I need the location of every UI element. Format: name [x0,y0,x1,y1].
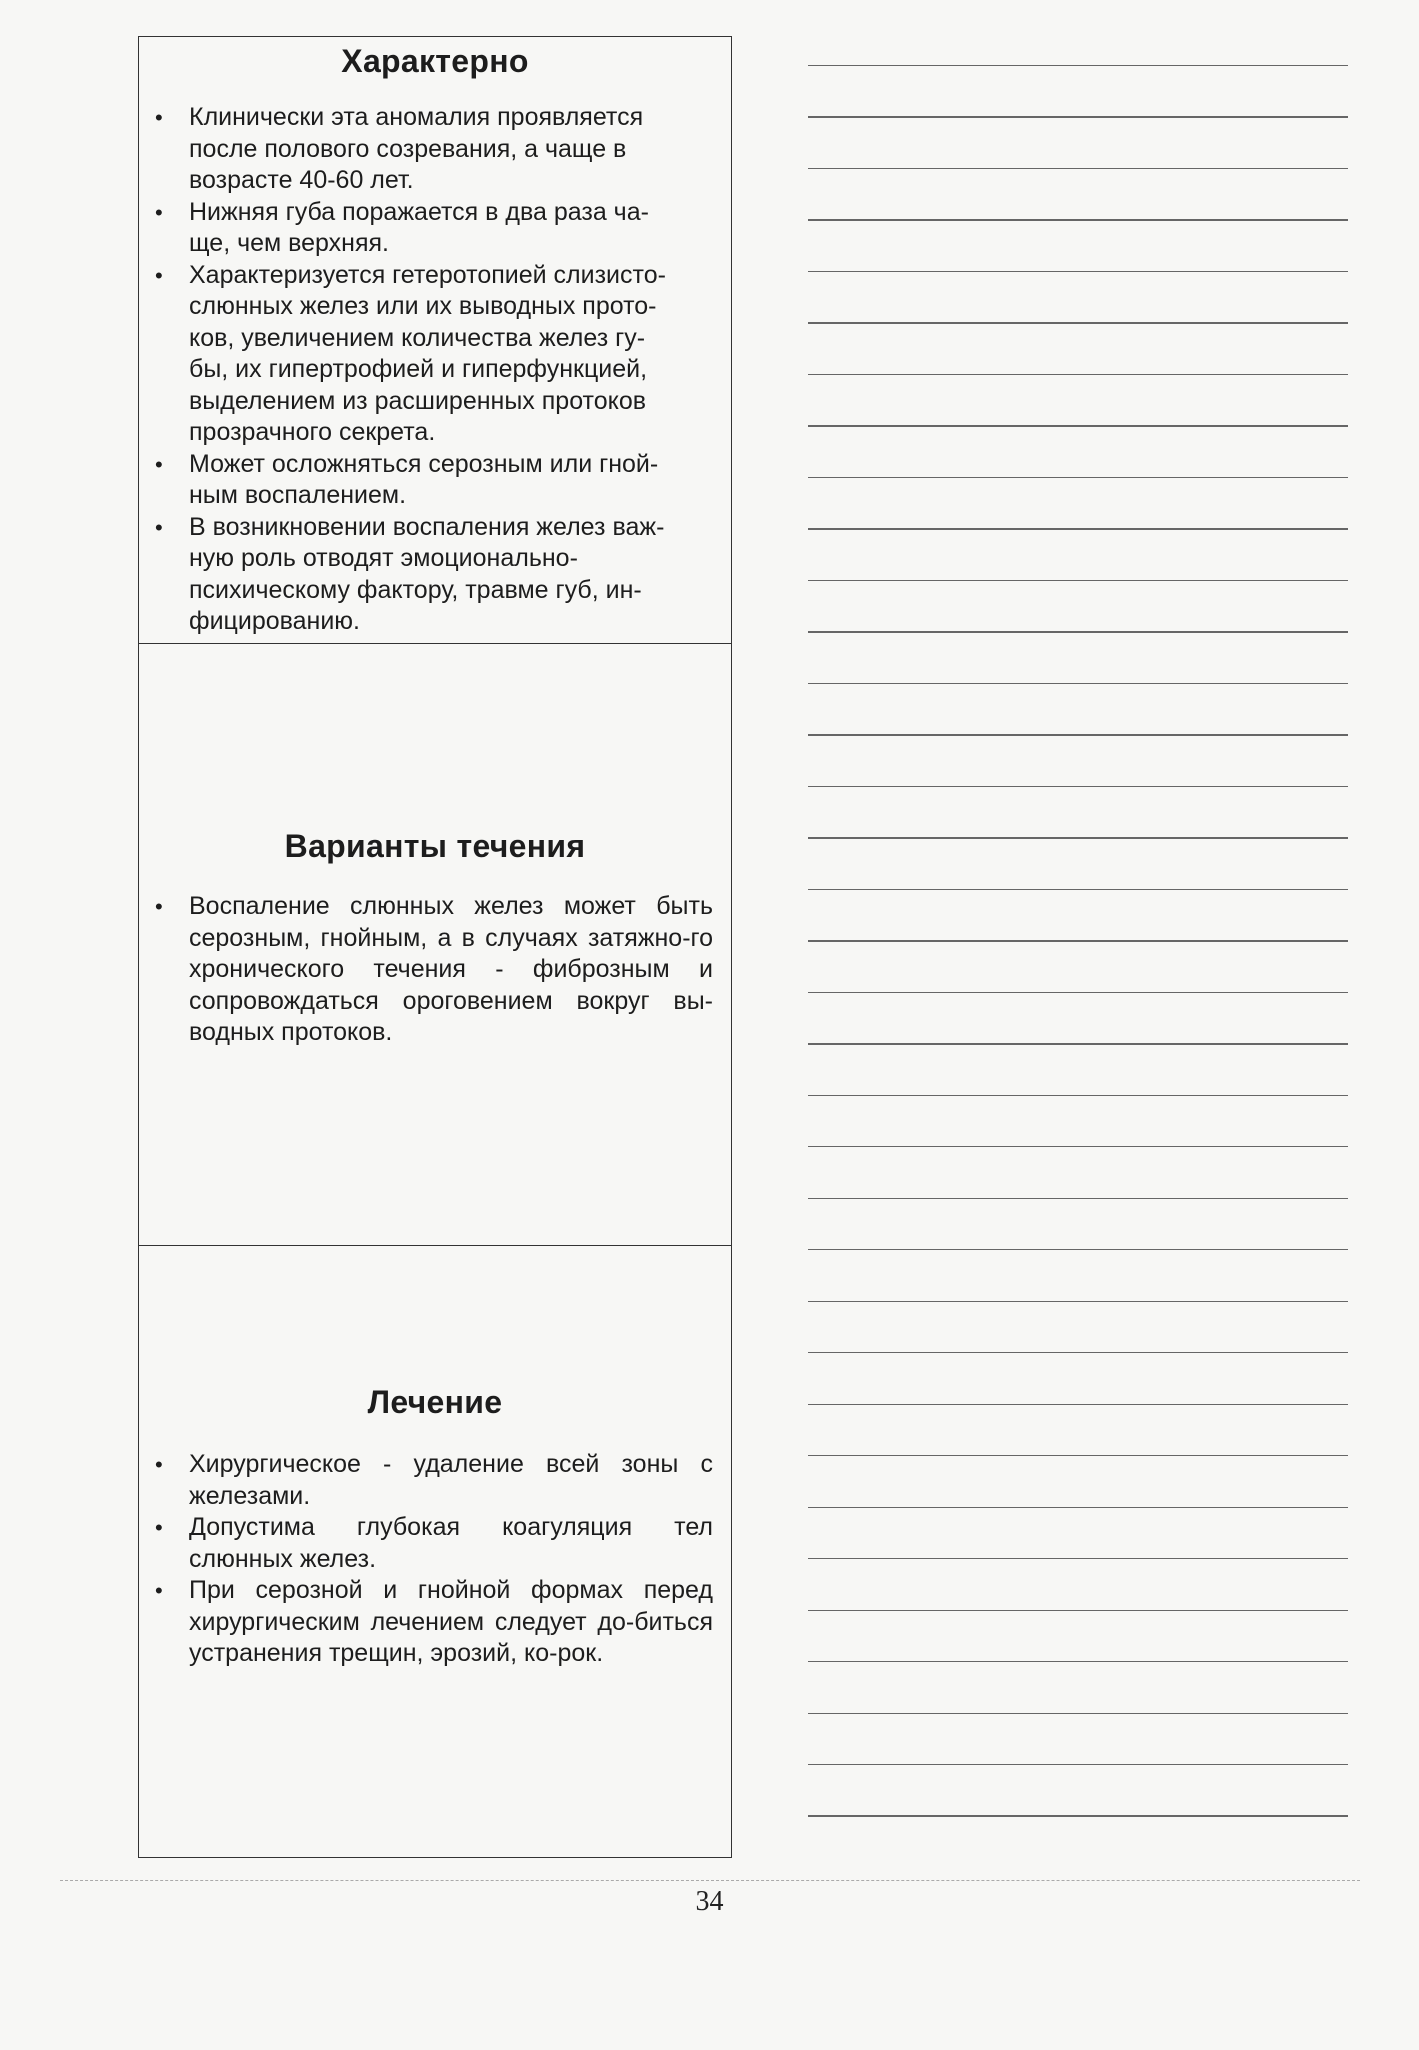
note-line [808,631,1348,632]
note-line [808,528,1348,529]
note-line [808,65,1348,66]
list-item: • Воспаление слюнных желез может быть серозным, гнойным, а в случаях затяжно-го хронического течения - фиброзным и сопровождаться ороговением вокруг вы-водных протоков. [155,892,713,1046]
note-line [808,1610,1348,1611]
section-title: Лечение [367,1384,503,1420]
note-line [808,940,1348,941]
footer-rule [60,1880,1360,1881]
note-line [808,374,1348,375]
bullet-icon: • [155,105,163,130]
note-line [808,322,1348,323]
note-line [808,1661,1348,1662]
bullet-list [139,891,731,1049]
list-item: • Нижняя губа поражается в два раза ча- ще, чем верхняя. [155,197,649,257]
note-line [808,837,1348,838]
page-number: 34 [695,1886,724,1917]
list-item: • Характеризуется гетеротопией слизисто- слюнных желез или их выводных прото- ков, увеличением количества желез гу- бы, их гипертрофией и гиперфункцией, выделением из расширенных протоков прозрачного секрета. [155,260,666,446]
note-line [808,219,1348,220]
bullet-icon: • [155,262,163,288]
bullet-icon: • [155,1578,163,1603]
note-line [808,1249,1348,1250]
list-item: • При серозной и гнойной формах перед хирургическим лечением следует до-биться устранения трещин, эрозий, ко-рок. [155,1576,713,1667]
note-line [808,1146,1348,1147]
note-line [808,1455,1348,1456]
section-characteristic [139,37,731,644]
note-line [808,1507,1348,1508]
list-item: • Клинически эта аномалия проявляется после полового созревания, а чаще в возрасте 40-60 лет. [155,103,644,194]
note-line [808,168,1348,169]
note-line [808,116,1348,117]
note-line [808,1713,1348,1714]
bullet-icon: • [155,451,163,477]
note-line [808,1301,1348,1302]
note-line [808,1043,1348,1044]
list-item: • Может осложняться серозным или гной- ным воспалением. [155,449,659,509]
note-line [808,425,1348,426]
note-line [808,1095,1348,1096]
bullet-icon: • [155,514,163,540]
note-line [808,1815,1348,1816]
note-line [808,1764,1348,1765]
note-line [808,1558,1348,1559]
note-line [808,271,1348,272]
note-line [808,1198,1348,1199]
note-line [808,1404,1348,1405]
bullet-list [139,102,731,638]
list-item: • Хирургическое - удаление всей зоны с железами. [155,1450,713,1510]
list-item: • В возникновении воспаления желез важ- ную роль отводят эмоционально- психическому фактору, травме губ, ин- фицированию. [155,512,665,635]
note-line [808,889,1348,890]
notes-lines [808,65,1348,1867]
note-line [808,683,1348,684]
bullet-icon: • [155,894,163,919]
bullet-icon: • [155,1515,163,1540]
section-treatment [139,1246,731,1857]
section-title: Варианты течения [284,828,586,864]
note-line [808,1352,1348,1353]
section-course-variants [139,644,731,1246]
note-line [808,580,1348,581]
note-line [808,734,1348,735]
note-line [808,992,1348,993]
bullet-icon: • [155,199,163,225]
note-line [808,786,1348,787]
list-item: • Допустима глубокая коагуляция тел слюнных желез. [155,1513,713,1573]
bullet-icon: • [155,1452,163,1477]
note-line [808,477,1348,478]
section-title: Характерно [341,43,529,79]
content-box [138,36,732,1858]
bullet-list [139,1449,731,1670]
